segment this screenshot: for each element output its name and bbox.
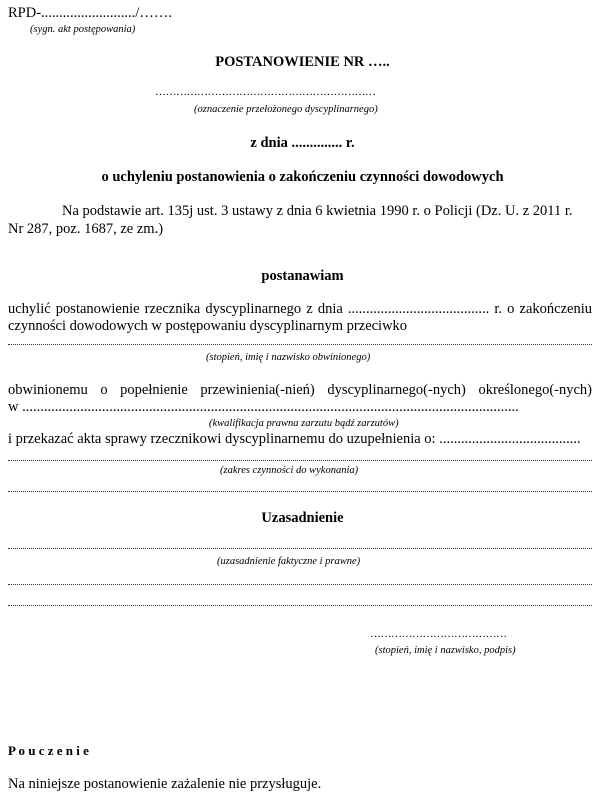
justification-heading: Uzasadnienie bbox=[261, 510, 344, 526]
accused-dotted-line bbox=[8, 344, 592, 345]
justification-dotted-line-2 bbox=[8, 584, 592, 585]
signature-placeholder: ………………………………… bbox=[370, 628, 507, 640]
legal-basis-line-2: Nr 287, poz. 1687, ze zm.) bbox=[8, 221, 164, 237]
decision-line-2: czynności dowodowych w postępowaniu dyscyplinarnym przeciwko bbox=[8, 318, 408, 334]
case-number-caption: (sygn. akt postępowania) bbox=[30, 24, 136, 35]
superior-placeholder: ……………………………………………………… bbox=[155, 86, 376, 98]
justification-caption: (uzasadnienie faktyczne i prawne) bbox=[217, 556, 361, 567]
scope-caption: (zakres czynności do wykonania) bbox=[220, 465, 359, 476]
justification-dotted-line-1 bbox=[8, 548, 592, 549]
case-number: RPD-........................../……. bbox=[8, 5, 172, 21]
instruction-heading: P o u c z e n i e bbox=[8, 743, 89, 758]
justification-dotted-line-3 bbox=[8, 605, 592, 606]
subject-line: o uchyleniu postanowienia o zakończeniu czynności dowodowych bbox=[101, 169, 504, 185]
qualification-caption: (kwalifikacja prawna zarzutu bądź zarzutów) bbox=[209, 418, 399, 429]
document-title: POSTANOWIENIE NR ….. bbox=[215, 54, 390, 70]
date-line: z dnia .............. r. bbox=[250, 135, 355, 151]
accused-caption: (stopień, imię i nazwisko obwinionego) bbox=[206, 352, 371, 363]
decision-line-3: obwinionemu o popełnienie przewinienia(-nień) dyscyplinarnego(-nych) określonego(-nych) bbox=[8, 382, 592, 398]
scope-dotted-line-1 bbox=[8, 460, 592, 461]
instruction-text: Na niniejsze postanowienie zażalenie nie przysługuje. bbox=[8, 776, 322, 792]
decision-line-1: uchylić postanowienie rzecznika dyscyplinarnego z dnia ....................................... r. o zakończeniu bbox=[8, 301, 592, 317]
superior-caption: (oznaczenie przełożonego dyscyplinarnego) bbox=[194, 104, 378, 115]
scope-dotted-line-2 bbox=[8, 491, 592, 492]
decision-line-5: i przekazać akta sprawy rzecznikowi dyscyplinarnemu do uzupełnienia o: ....................................... bbox=[8, 431, 581, 447]
signature-caption: (stopień, imię i nazwisko, podpis) bbox=[375, 645, 516, 656]
legal-basis-line-1: Na podstawie art. 135j ust. 3 ustawy z dnia 6 kwietnia 1990 r. o Policji (Dz. U. z 2011 r. bbox=[62, 203, 573, 219]
decision-line-4: w ......................................................................................................................................... bbox=[8, 399, 519, 415]
decision-heading: postanawiam bbox=[261, 268, 344, 284]
